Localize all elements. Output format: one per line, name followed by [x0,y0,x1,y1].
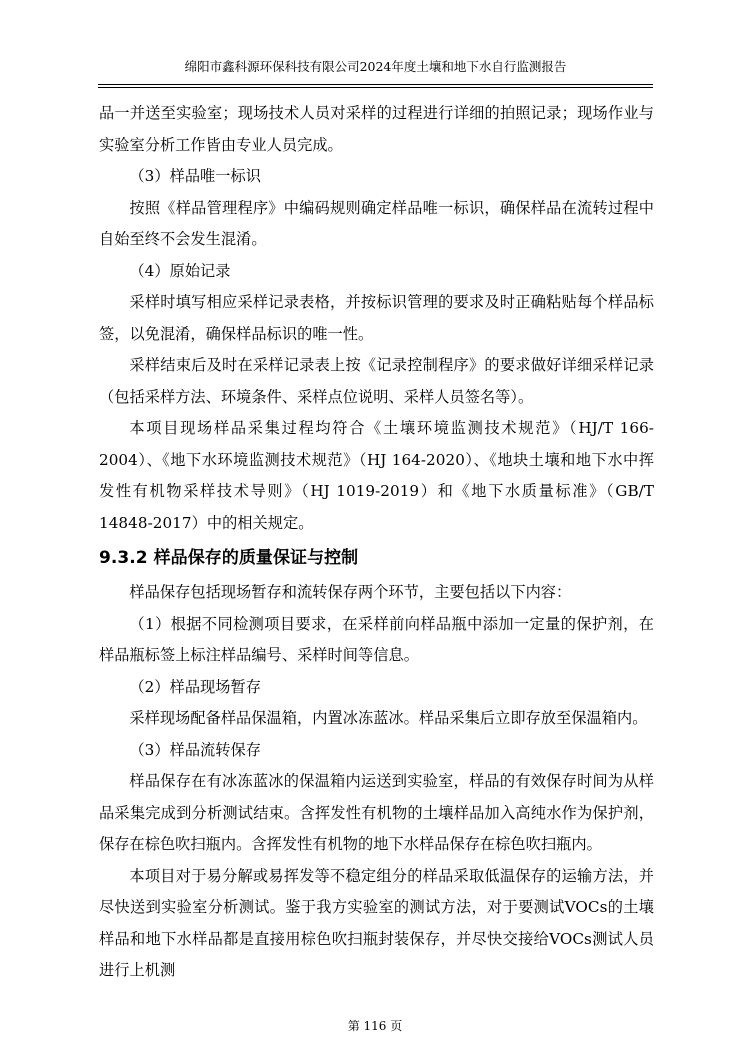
paragraph-standards: 本项目现场样品采集过程均符合《土壤环境监测技术规范》（HJ/T 166-2004）、《地下水环境监测技术规范》（HJ 164-2020）、《地块土壤和地下水中挥发性有机物采样技术导则》（HJ 1019-2019）和《地下水质量标准》（GB/T 14848-2017）中的相关规定。 [99,419,654,532]
list-heading-transit-storage: （3）样品流转保存 [129,740,262,759]
paragraph-preservative: （1）根据不同检测项目要求，在采样前向样品瓶中添加一定量的保护剂，在样品瓶标签上标注样品编号、采样时间等信息。 [99,614,654,664]
paragraph-continuation: 品一并送至实验室；现场技术人员对采样的过程进行详细的拍照记录；现场作业与实验室分析工作皆由专业人员完成。 [99,104,654,154]
header-title: 绵阳市鑫科源环保科技有限公司2024年度土壤和地下水自行监测报告 [184,59,567,74]
list-heading-original-record: （4）原始记录 [129,261,231,280]
page-number: 第 116 页 [347,1019,403,1033]
paragraph-record-labels: 采样时填写相应采样记录表格，并按标识管理的要求及时正确粘贴每个样品标签，以免混淆，确保样品标识的唯一性。 [99,293,654,343]
list-heading-sample-id: （3）样品唯一标识 [129,167,262,185]
paragraph-record-details: 采样结束后及时在采样记录表上按《记录控制程序》的要求做好详细采样记录（包括采样方法、环境条件、采样点位说明、采样人员签名等）。 [99,356,654,406]
page-header [98,56,653,85]
list-heading-onsite-storage: （2）样品现场暂存 [129,677,262,696]
document-body [99,98,654,987]
paragraph-low-temp-transport: 本项目对于易分解或易挥发等不稳定组分的样品采取低温保存的运输方法，并尽快送到实验室分析测试。鉴于我方实验室的测试方法，对于要测试VOCs的土壤样品和地下水样品都是直接用棕色吹扫瓶封装保存，并尽快交接给VOCs测试人员进行上机测 [99,866,654,979]
paragraph-onsite-storage: 采样现场配备样品保温箱，内置冰冻蓝冰。样品采集后立即存放至保温箱内。 [129,709,648,727]
paragraph-storage-intro: 样品保存包括现场暂存和流转保存两个环节，主要包括以下内容： [129,583,572,601]
page-footer [0,1017,750,1035]
paragraph-sample-id: 按照《样品管理程序》中编码规则确定样品唯一标识，确保样品在流转过程中自始至终不会发生混淆。 [99,198,654,248]
section-heading: 9.3.2 样品保存的质量保证与控制 [99,548,359,568]
paragraph-transit-storage: 样品保存在有冰冻蓝冰的保温箱内运送到实验室，样品的有效保存时间为从样品采集完成到分析测试结束。含挥发性有机物的土壤样品加入高纯水作为保护剂，保存在棕色吹扫瓶内。含挥发性有机物的地下水样品保存在棕色吹扫瓶内。 [99,772,654,853]
